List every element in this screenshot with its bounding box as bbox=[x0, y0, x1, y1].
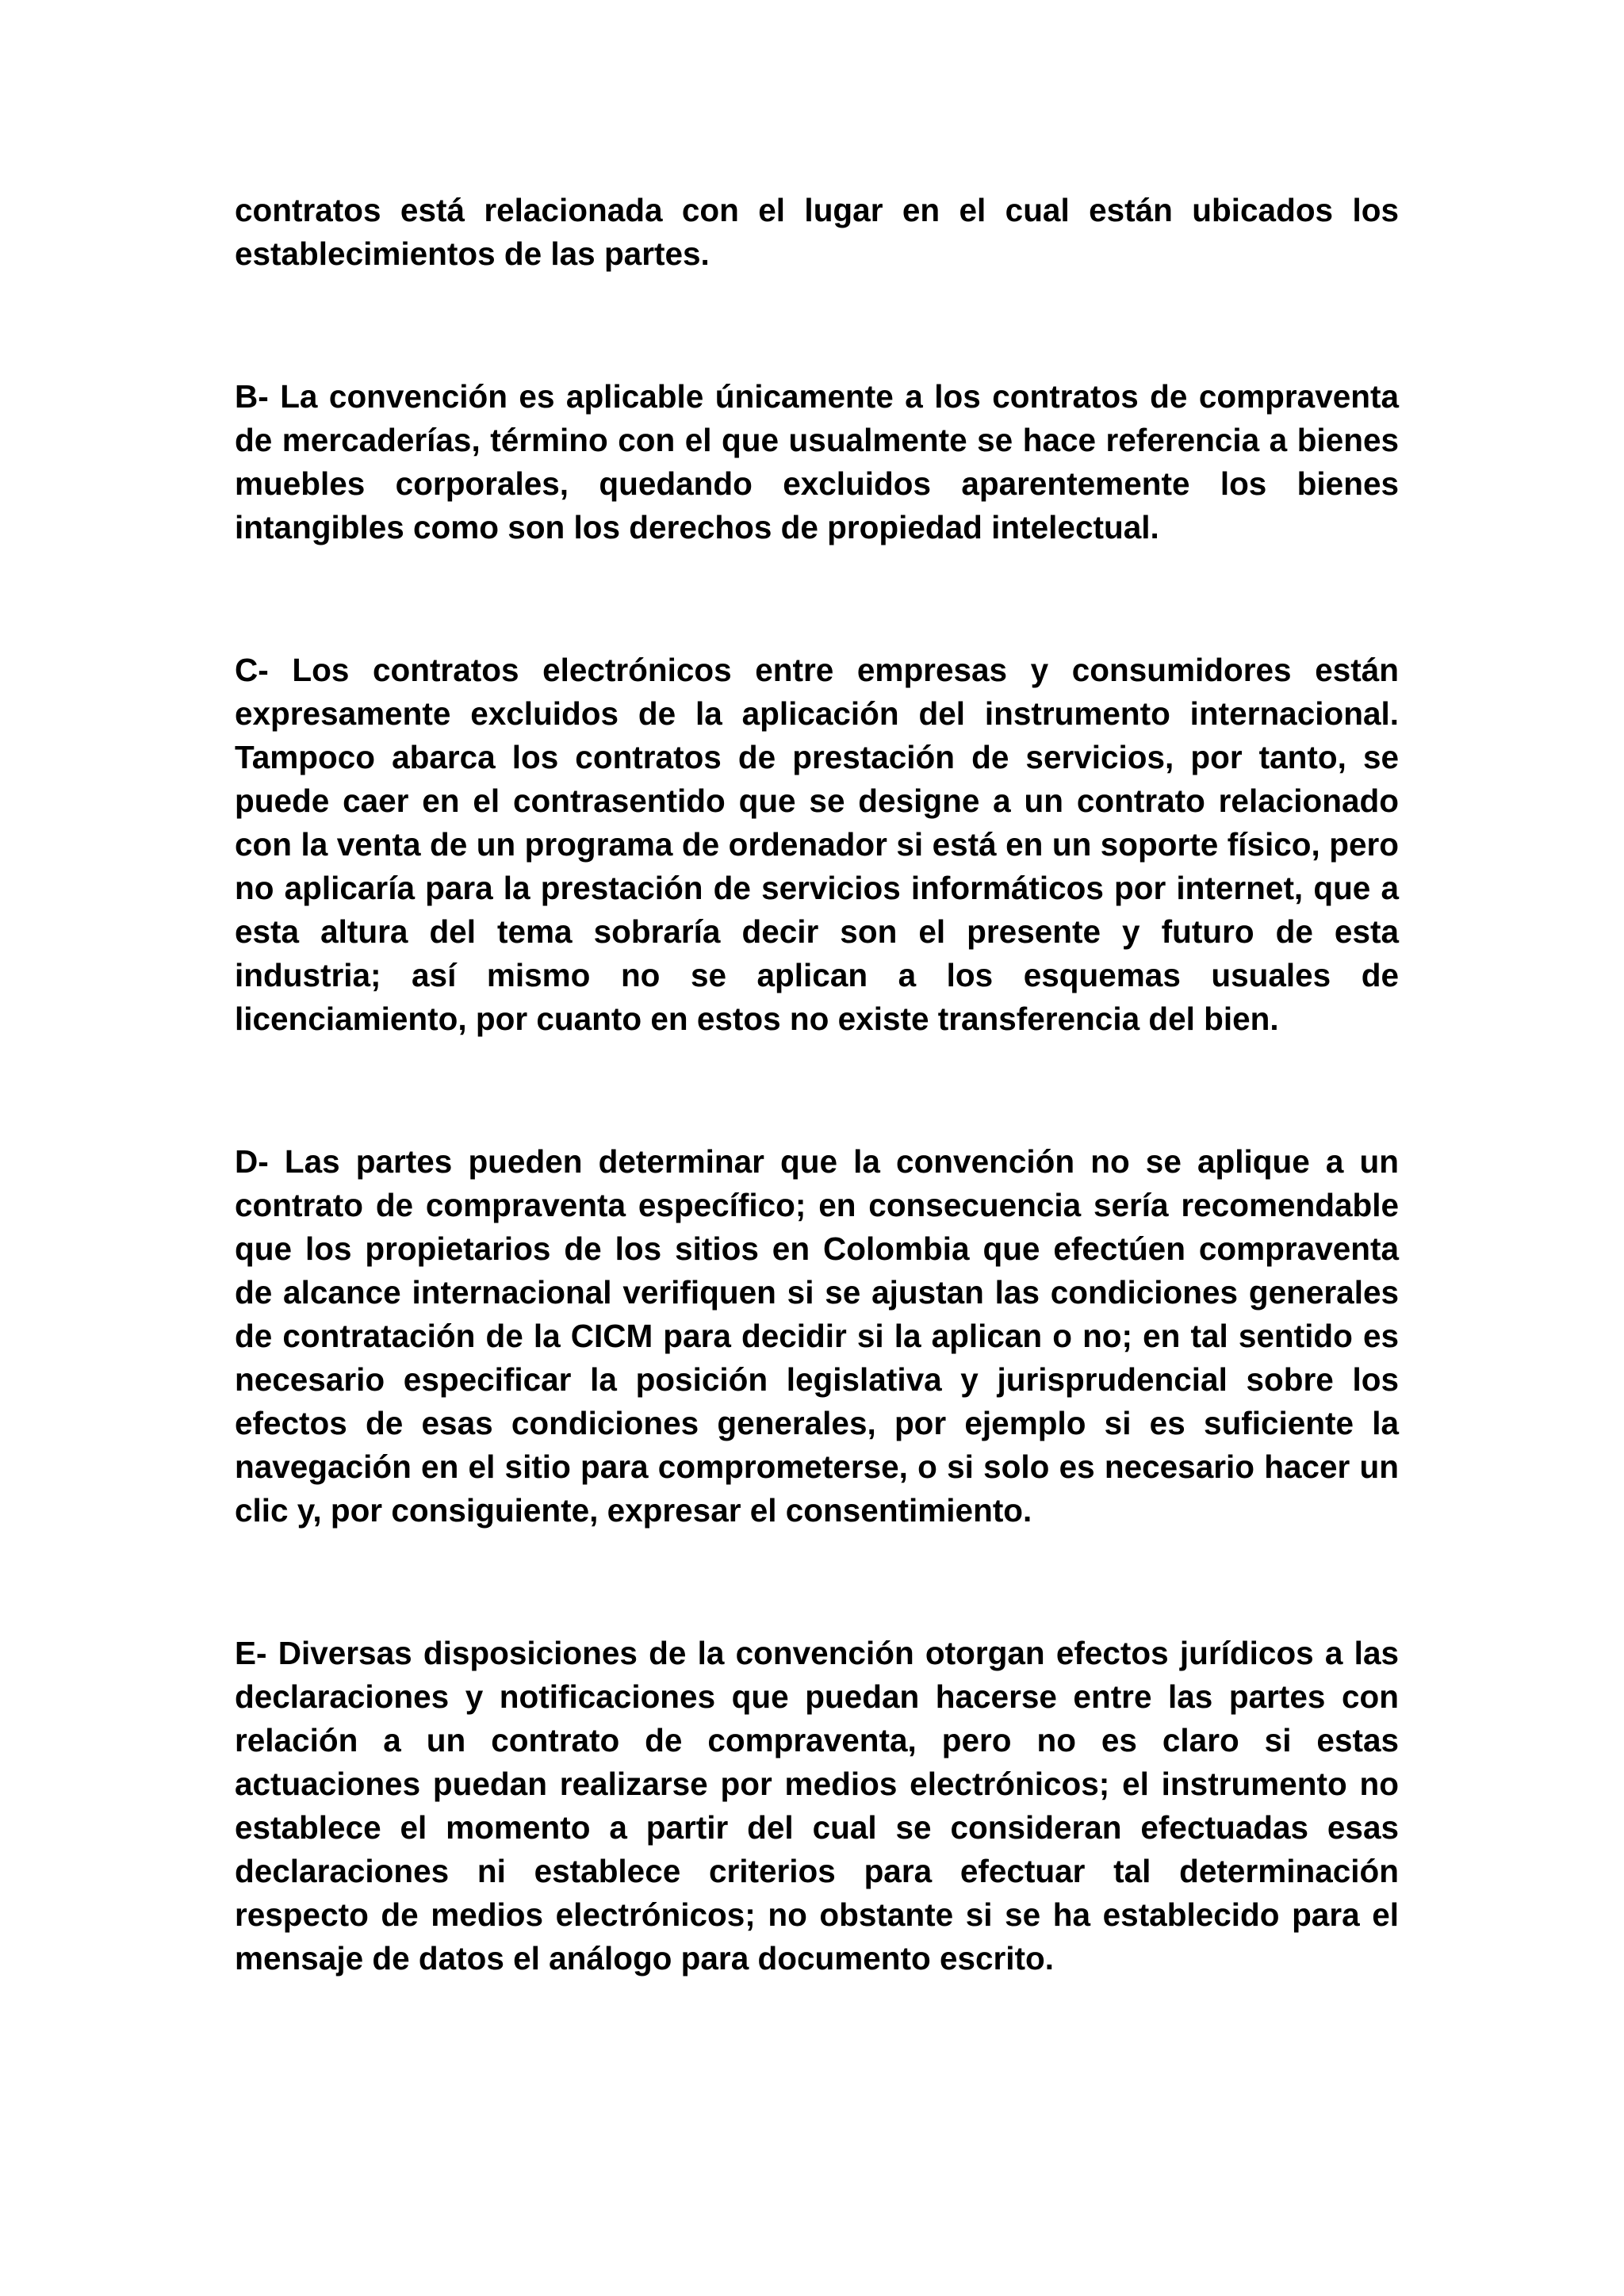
paragraph-c: C- Los contratos electrónicos entre empresas y consumidores están expresamente excluidos de la aplicación del instrumento internacional. Tampoco abarca los contratos de prestación de servicios, por tanto, se puede caer en el contrasentido que se designe a un contrato relacionado con la venta de un programa de ordenador si está en un soporte físico, pero no aplicaría para la prestación de servicios informáticos por internet, que a esta altura del tema sobraría decir son el presente y futuro de esta industria; así mismo no se aplican a los esquemas usuales de licenciamiento, por cuanto en estos no existe transferencia del bien. bbox=[235, 652, 1399, 1037]
paragraph-b: B- La convención es aplicable únicamente a los contratos de compraventa de mercaderías, término con el que usualmente se hace referencia a bienes muebles corporales, quedando excluidos aparentemente los bienes intangibles como son los derechos de propiedad intelectual. bbox=[235, 378, 1399, 545]
paragraph-d: D- Las partes pueden determinar que la convención no se aplique a un contrato de compraventa específico; en consecuencia sería recomendable que los propietarios de los sitios en Colombia que efectúen compraventa de alcance internacional verifiquen si se ajustan las condiciones generales de contratación de la CICM para decidir si la aplican o no; en tal sentido es necesario especificar la posición legislativa y jurisprudencial sobre los efectos de esas condiciones generales, por ejemplo si es suficiente la navegación en el sitio para comprometerse, o si solo es necesario hacer un clic y, por consiguiente, expresar el consentimiento. bbox=[235, 1143, 1399, 1529]
body-text bbox=[235, 189, 1399, 1980]
paragraph-e: E- Diversas disposiciones de la convención otorgan efectos jurídicos a las declaraciones y notificaciones que puedan hacerse entre las partes con relación a un contrato de compraventa, pero no es claro si estas actuaciones puedan realizarse por medios electrónicos; el instrumento no establece el momento a partir del cual se consideran efectuadas esas declaraciones ni establece criterios para efectuar tal determinación respecto de medios electrónicos; no obstante si se ha establecido para el mensaje de datos el análogo para documento escrito. bbox=[235, 1635, 1399, 1976]
paragraph-continuation: contratos está relacionada con el lugar en el cual están ubicados los establecimientos de las partes. bbox=[235, 192, 1399, 272]
